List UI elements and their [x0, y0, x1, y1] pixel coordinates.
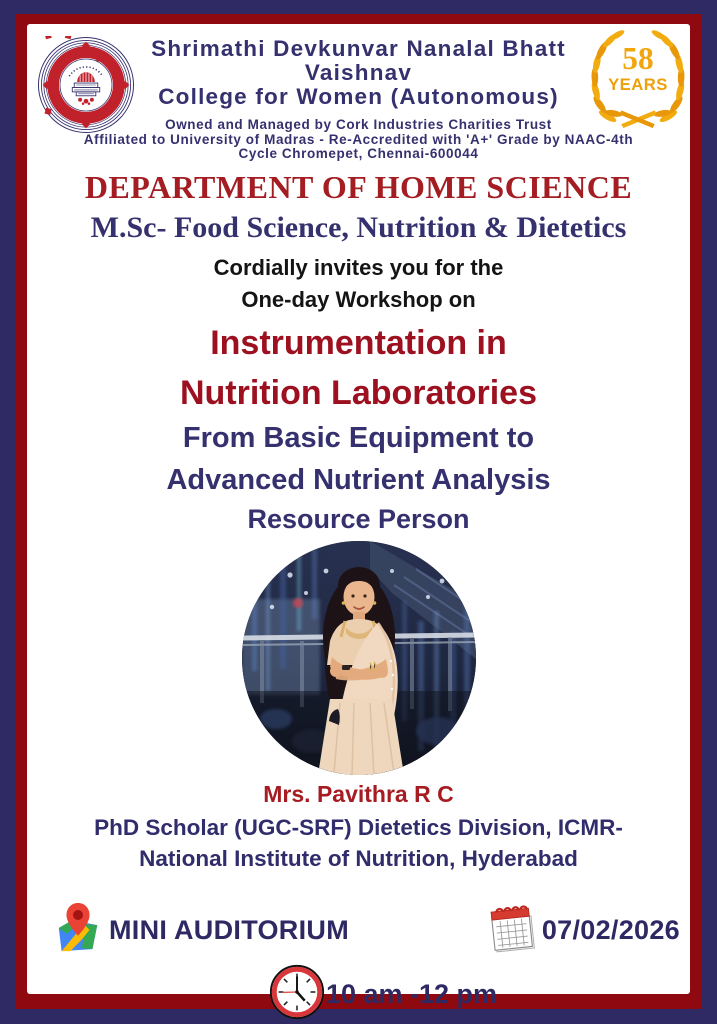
speaker-portrait-photo	[242, 541, 476, 775]
calendar-icon	[486, 900, 536, 961]
venue-date-row	[27, 900, 690, 961]
invite-line1: Cordially invites you for the	[213, 255, 504, 281]
speaker-designation-line2: National Institute of Nutrition, Hyderabad	[139, 846, 578, 872]
resource-person-heading: Resource Person	[247, 503, 470, 534]
workshop-title-line1: Instrumentation in	[210, 323, 507, 362]
date-group	[486, 900, 680, 961]
venue-label: MINI AUDITORIUM	[109, 914, 349, 945]
workshop-subtitle-line2: Advanced Nutrient Analysis	[166, 464, 551, 497]
svg-text:58: 58	[622, 41, 654, 77]
svg-text:YEARS: YEARS	[608, 74, 668, 94]
invite-line2: One-day Workshop on	[241, 286, 476, 312]
workshop-title	[27, 318, 690, 419]
clock-icon	[268, 963, 326, 1024]
speaker-designation-line1: PhD Scholar (UGC-SRF) Dietetics Division, ICMR-	[94, 814, 623, 840]
workshop-subtitle-line1: From Basic Equipment to	[182, 422, 535, 455]
managed-by-line: Owned and Managed by Cork Industries Charities Trust	[165, 117, 552, 133]
map-pin-icon	[53, 901, 103, 960]
college-name-line2: College for Women (Autonomous)	[158, 84, 559, 110]
invitation-text	[27, 252, 690, 316]
speaker-designation	[27, 812, 690, 875]
program-title: M.Sc- Food Science, Nutrition & Dietetics	[90, 210, 627, 244]
college-name	[131, 24, 586, 109]
date-label: 07/02/2026	[541, 914, 680, 945]
department-title: DEPARTMENT OF HOME SCIENCE	[84, 168, 633, 205]
time-row	[51, 963, 714, 1024]
time-label: 10 am -12 pm	[325, 978, 498, 1009]
affiliation-line2: Cycle Chromepet, Chennai-600044	[238, 146, 479, 162]
affiliation-line1: Affiliated to University of Madras - Re-Accredited with 'A+' Grade by NAAC-4th	[83, 131, 634, 147]
speaker-name: Mrs. Pavithra R C	[263, 781, 454, 808]
poster-content-panel	[27, 24, 690, 1009]
laurel-wreath-58-years-icon	[584, 30, 692, 132]
workshop-title-line2: Nutrition Laboratories	[179, 374, 538, 413]
venue-group	[53, 901, 349, 960]
college-name-line1: Shrimathi Devkunvar Nanalal Bhatt Vaishnav	[151, 36, 566, 86]
college-emblem-icon	[37, 36, 135, 134]
poster-header	[27, 24, 690, 162]
workshop-subtitle	[27, 418, 690, 502]
